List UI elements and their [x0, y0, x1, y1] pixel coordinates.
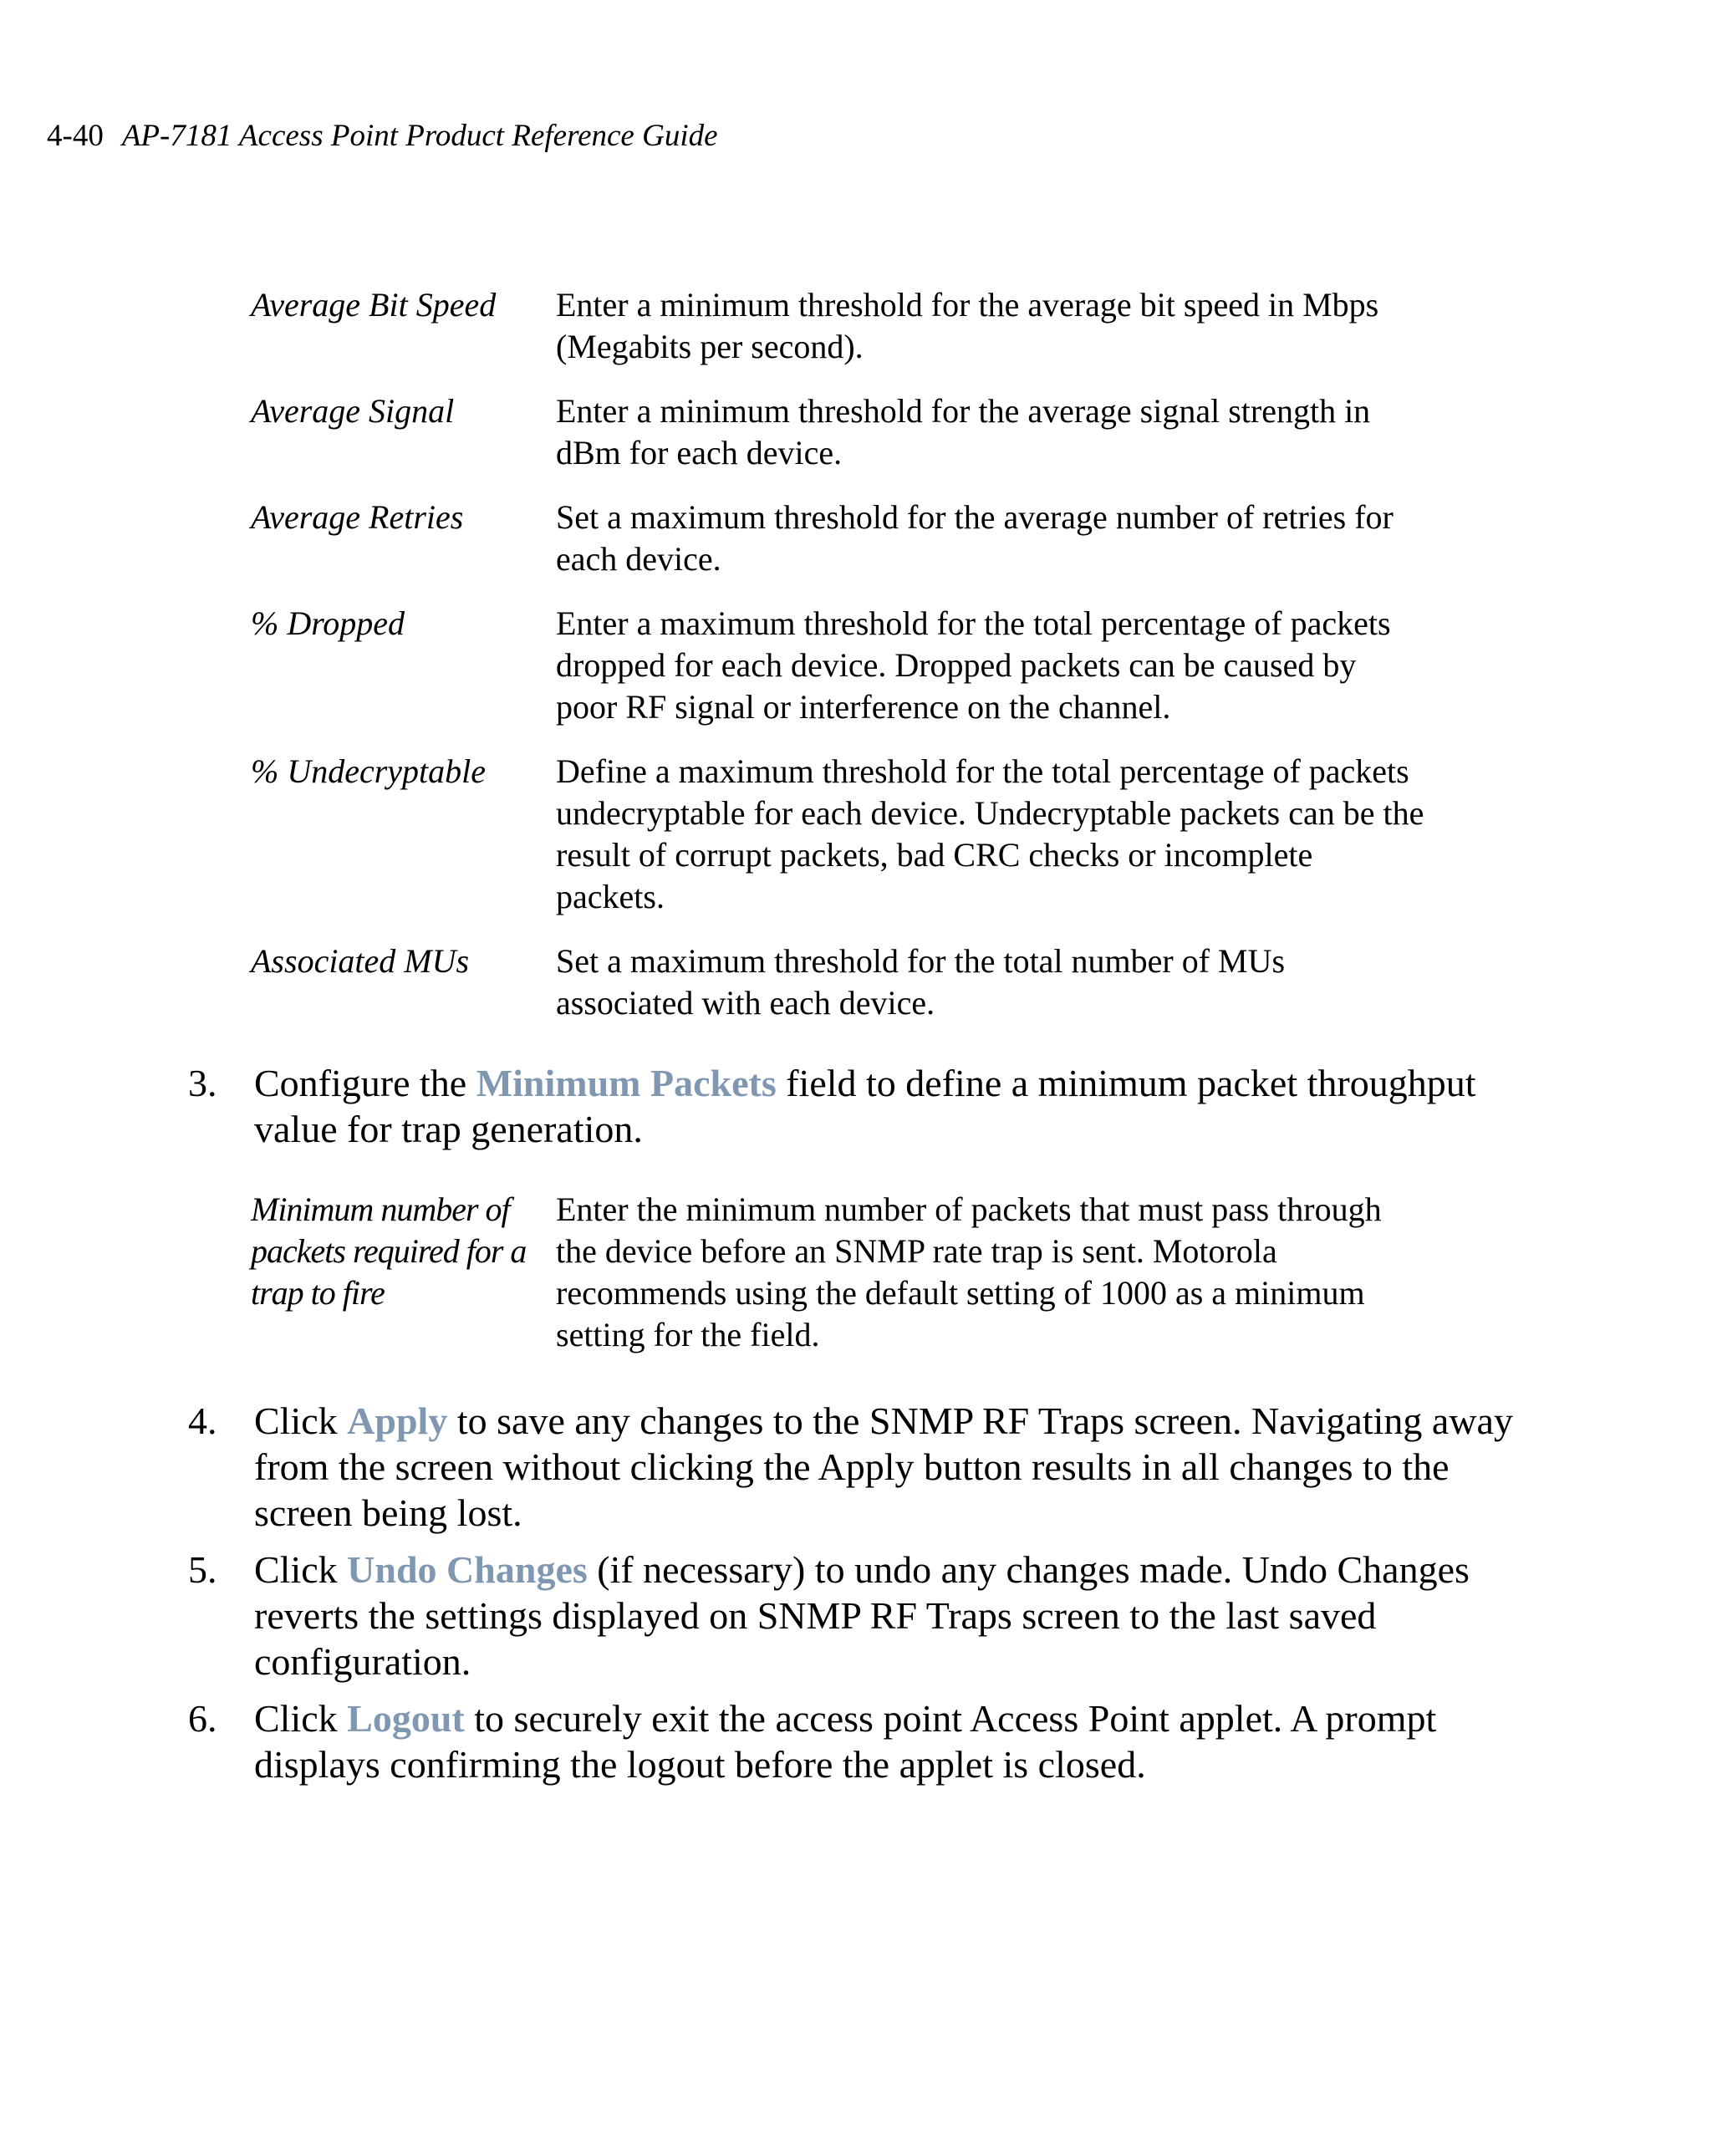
definition-row-average-bit-speed: [251, 284, 1438, 368]
definition-term: Average Retries: [251, 498, 464, 536]
definition-term: % Undecryptable: [251, 752, 487, 790]
step-text-after: (if necessary) to undo any changes made. Undo Changes reverts the settings displayed on SNMP RF Traps screen to the last saved configuration.: [254, 1548, 1470, 1683]
step-text-before: Click: [254, 1548, 348, 1591]
logout-button-reference: Logout: [347, 1697, 465, 1740]
definition-description: Define a maximum threshold for the total percentage of packets undecryptable for each device. Undecryptable packets can be the result of corrupt packets, bad CRC checks or incomplete packets.: [556, 752, 1424, 915]
step-text: [254, 1398, 1541, 1536]
step-text-after: to save any changes to the SNMP RF Traps screen. Navigating away from the screen without clicking the Apply button results in all changes to the screen being lost.: [254, 1399, 1513, 1534]
step-text-before: Click: [254, 1399, 348, 1442]
definition-row-dropped: [251, 603, 1438, 728]
definition-row-undecryptable: [251, 751, 1438, 918]
definition-description: Set a maximum threshold for the average number of retries for each device.: [556, 498, 1394, 578]
definition-description: Enter a maximum threshold for the total percentage of packets dropped for each device. Dropped packets can be caused by poor RF signal or interference on the channel.: [556, 604, 1391, 726]
definition-term: Average Bit Speed: [251, 286, 497, 324]
step-text-after: to securely exit the access point Access Point applet. A prompt displays confirming the logout before the applet is closed.: [254, 1697, 1437, 1786]
apply-button-reference: Apply: [347, 1399, 448, 1442]
step-text: [254, 1060, 1541, 1152]
definition-term: % Dropped: [251, 604, 405, 642]
definition-description: Enter the minimum number of packets that must pass through the device before an SNMP rate trap is sent. Motorola recommends using the default setting of 1000 as a minimum setting for the field.: [556, 1190, 1382, 1353]
definition-row-associated-mus: [251, 940, 1438, 1024]
definition-description: Enter a minimum threshold for the average bit speed in Mbps (Megabits per second).: [556, 286, 1379, 365]
definition-description: Set a maximum threshold for the total number of MUs associated with each device.: [556, 942, 1286, 1022]
definition-term: Minimum number of packets required for a trap to fire: [251, 1190, 527, 1312]
definition-description: Enter a minimum threshold for the average signal strength in dBm for each device.: [556, 392, 1371, 471]
threshold-definition-table: [251, 284, 1438, 1047]
minimum-packets-field-reference: Minimum Packets: [476, 1062, 777, 1104]
definition-row-minimum-packets: [251, 1189, 1438, 1356]
page-number: 4-40: [47, 119, 104, 153]
step-number: 6.: [188, 1697, 217, 1740]
step-number: 5.: [188, 1548, 217, 1591]
step-text: [254, 1547, 1541, 1685]
definition-row-average-signal: [251, 390, 1438, 474]
step-text-before: Click: [254, 1697, 348, 1740]
step-text-before: Configure the: [254, 1062, 476, 1104]
undo-changes-button-reference: Undo Changes: [347, 1548, 588, 1591]
page-header: [47, 117, 718, 155]
step-text-after: field to define a minimum packet throughput value for trap generation.: [254, 1062, 1476, 1150]
definition-row-average-retries: [251, 497, 1438, 580]
step-number: 4.: [188, 1399, 217, 1442]
step-text: [254, 1695, 1541, 1787]
guide-title: AP-7181 Access Point Product Reference Guide: [121, 119, 718, 153]
definition-term: Associated MUs: [251, 942, 470, 980]
definition-term: Average Signal: [251, 392, 455, 430]
step-number: 3.: [188, 1062, 217, 1104]
minimum-packets-definition-table: [251, 1189, 1438, 1356]
